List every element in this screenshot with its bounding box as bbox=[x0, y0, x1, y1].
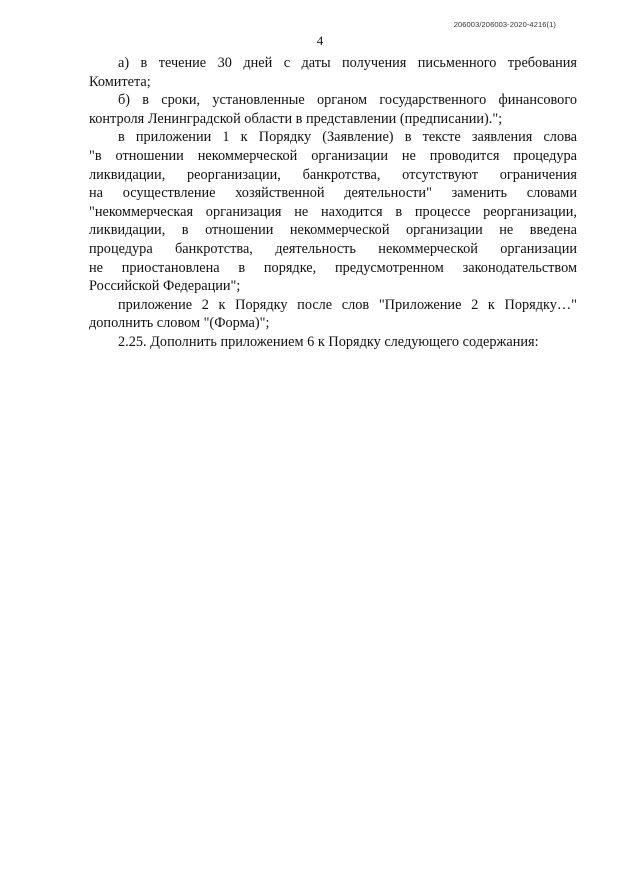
text-line: дополнить словом "(Форма)"; bbox=[89, 315, 270, 332]
text-line: не приостановлена в порядке, предусмотренном законодательством bbox=[89, 259, 577, 276]
text-line: б) в сроки, установленные органом государственного финансового bbox=[118, 92, 577, 109]
text-line: ликвидации, в отношении некоммерческой организации не введена bbox=[89, 222, 577, 239]
text-line: а) в течение 30 дней с даты получения письменного требования bbox=[118, 55, 577, 71]
text-line: контроля Ленинградской области в представлении (предписании)."; bbox=[89, 110, 503, 127]
text-line: процедура банкротства, деятельность некоммерческой организации bbox=[89, 240, 577, 257]
text-line: ликвидации, реорганизации, банкротства, отсутствуют ограничения bbox=[89, 166, 577, 183]
document-code: 206003/206003-2020-4216(1) bbox=[453, 20, 556, 29]
page-number: 4 bbox=[316, 33, 324, 48]
text-line: Российской Федерации"; bbox=[89, 278, 241, 295]
text-line: на осуществление хозяйственной деятельности" заменить словами bbox=[89, 185, 577, 202]
text-line: в приложении 1 к Порядку (Заявление) в тексте заявления слова bbox=[118, 129, 577, 146]
text-line: "в отношении некоммерческой организации не проводится процедура bbox=[89, 147, 577, 164]
text-line: Комитета; bbox=[89, 73, 151, 90]
text-line: "некоммерческая организация не находится в процессе реорганизации, bbox=[89, 203, 577, 220]
text-line: 2.25. Дополнить приложением 6 к Порядку следующего содержания: bbox=[118, 333, 539, 350]
document-body bbox=[89, 54, 577, 352]
text-line: приложение 2 к Порядку после слов "Приложение 2 к Порядку…" bbox=[118, 296, 577, 313]
